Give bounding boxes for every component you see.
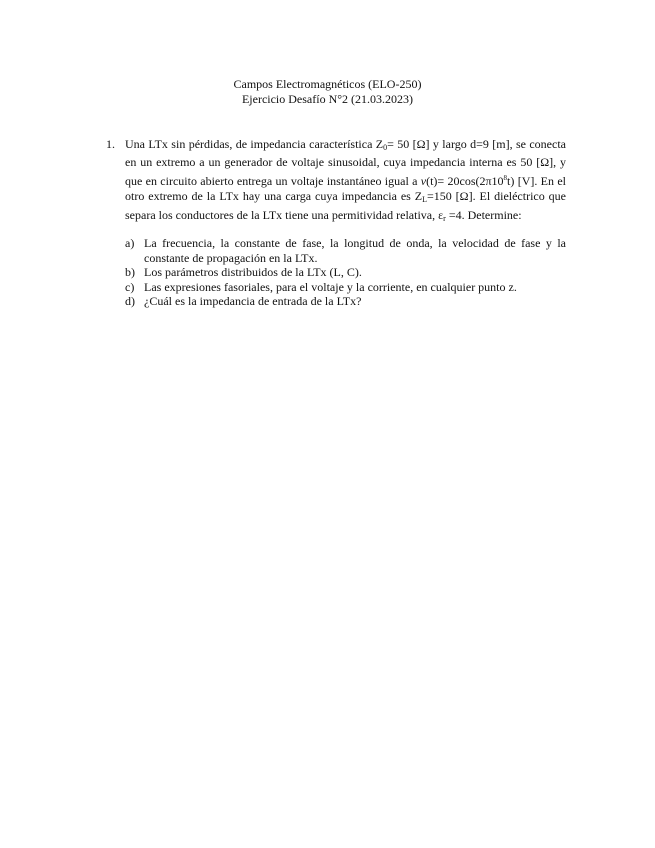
- statement-part-1: Una LTx sin pérdidas, de impedancia característica Z: [125, 137, 384, 151]
- exercise-title: Ejercicio Desafío N°2 (21.03.2023): [241, 92, 414, 106]
- problem-1: [106, 137, 566, 309]
- statement-part-3: (t)= 20cos(2π10: [426, 173, 504, 188]
- statement-part-6: =4. Determine:: [445, 207, 522, 222]
- sub-question-list: [125, 236, 566, 309]
- sub-question-d: [125, 294, 566, 309]
- zl-subscript: L: [422, 195, 427, 205]
- item-text: ¿Cuál es la impedancia de entrada de la LTx?: [144, 294, 362, 309]
- item-label: b): [125, 265, 135, 280]
- item-text: Los parámetros distribuidos de la LTx (L, C).: [144, 265, 362, 280]
- document-header: [0, 77, 655, 107]
- exponent: 8: [503, 173, 508, 182]
- sub-question-c: [125, 280, 566, 295]
- statement-part-5: =150 [Ω]. El dieléctrico que separa los conductores de la LTx tiene una permitividad relativa, ε: [125, 189, 566, 222]
- z0-subscript: 0: [383, 143, 388, 152]
- course-title: Campos Electromagnéticos (ELO-250): [233, 77, 422, 91]
- item-text: Las expresiones fasoriales, para el voltaje y la corriente, en cualquier punto z.: [144, 279, 517, 294]
- problem-number: 1.: [106, 137, 115, 151]
- item-label: c): [125, 279, 135, 294]
- sub-question-b: [125, 265, 566, 280]
- item-text: La frecuencia, la constante de fase, la longitud de onda, la velocidad de fase y la constante de propagación en la LTx.: [144, 236, 566, 265]
- item-label: a): [125, 236, 135, 251]
- er-subscript: r: [443, 213, 446, 223]
- sub-question-a: [125, 236, 566, 265]
- voltage-symbol: v: [420, 173, 427, 188]
- item-label: d): [125, 294, 135, 309]
- statement-part-4: t) [V]. En el otro extremo de la LTx hay una carga cuya impedancia es Z: [125, 173, 566, 204]
- statement-part-2: = 50 [Ω] y largo d=9 [m], se conecta en un extremo a un generador de voltaje sinusoidal, cuya impedancia interna es 50 [Ω], y que en circuito abierto entrega un voltaje instantáneo igual a: [125, 137, 566, 188]
- problem-statement: [125, 137, 566, 226]
